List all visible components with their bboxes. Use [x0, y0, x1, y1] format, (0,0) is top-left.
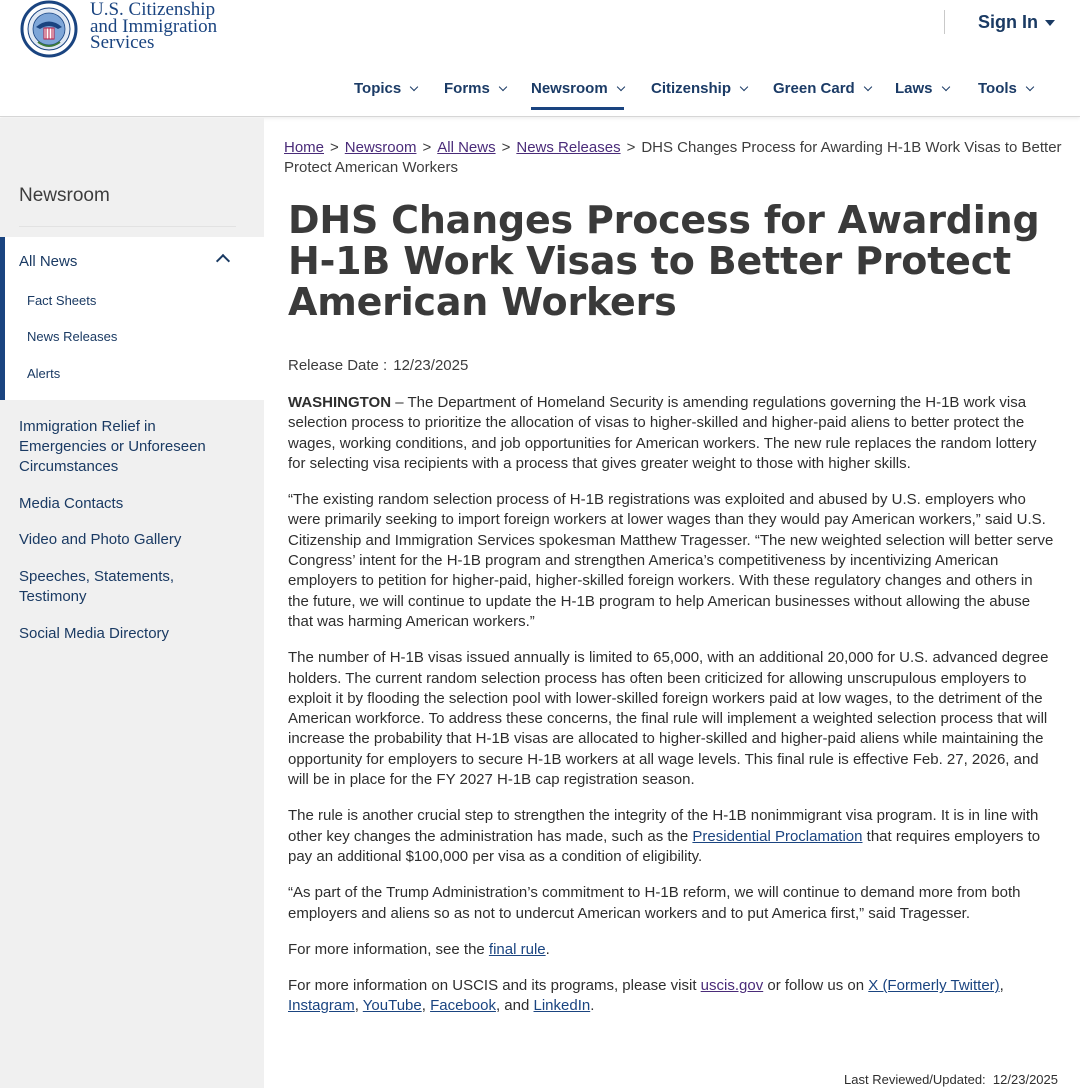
- site-header: [0, 0, 1080, 117]
- x-twitter-link[interactable]: X (Formerly Twitter): [868, 977, 1000, 995]
- nav-citizenship[interactable]: [651, 80, 747, 97]
- sidebar-item-video-photo-gallery[interactable]: Video and Photo Gallery: [19, 531, 182, 548]
- header-divider: [944, 10, 945, 34]
- paragraph-text: and: [504, 997, 530, 1015]
- agency-line-2: and Immigration: [90, 15, 218, 37]
- paragraph-2: “The existing random selection process of H-1B registrations was exploited and abused by U.S. employers who were primarily seeking to import foreign workers at lower wages than they would pay American workers,” said U.S. Citizenship and Immigration Services spokesman Matthew Tragesser. “The new weighted selection will better serve Congress’ intent for the H-1B program and strengthen America’s competitiveness by incentivizing American employers to petition for higher-paid, higher-skilled foreign workers. With these regulatory changes and others in the future, we will continue to update the H-1B program to help American businesses without allowing the abuse that was harming American workers.”: [288, 491, 1054, 630]
- paragraph-6: [288, 940, 1056, 960]
- sign-in-button[interactable]: [978, 12, 1055, 33]
- breadcrumb-separator: >: [330, 139, 339, 156]
- release-date-value: 12/23/2025: [393, 357, 469, 374]
- paragraph-4: [288, 806, 1056, 867]
- breadcrumb-current: DHS Changes Process for Awarding H-1B Work Visas to Better Protect American Workers: [284, 139, 1062, 176]
- release-date-label: Release Date :: [288, 357, 388, 374]
- paragraph-text: or follow us on: [763, 977, 869, 995]
- paragraph-7: For more information on USCIS and its programs, please visit uscis.gov or follow us on X (Formerly Twitter), Instagram, YouTube, Facebook, and LinkedIn.: [288, 977, 1004, 1015]
- nav-label: Green Card: [773, 80, 855, 97]
- linkedin-link[interactable]: LinkedIn: [533, 997, 591, 1015]
- uscis-logo[interactable]: [18, 0, 217, 58]
- breadcrumb-all-news[interactable]: All News: [437, 139, 496, 156]
- sidebar-item-all-news[interactable]: All News: [19, 253, 78, 270]
- paragraph-text: .: [545, 940, 550, 958]
- last-reviewed-label: Last Reviewed/Updated:: [844, 1072, 986, 1087]
- sidebar-item-media-contacts[interactable]: Media Contacts: [19, 495, 124, 512]
- sidebar-item-news-releases[interactable]: News Releases: [27, 329, 118, 344]
- sidebar: [0, 118, 264, 1088]
- sidebar-item-social-media[interactable]: Social Media Directory: [19, 625, 170, 642]
- paragraph-1: [288, 393, 1056, 474]
- nav-forms[interactable]: [444, 80, 506, 97]
- agency-line-1: U.S. Citizenship: [90, 0, 216, 20]
- chevron-down-icon: [410, 82, 418, 90]
- nav-label: Citizenship: [651, 80, 732, 97]
- last-reviewed: [844, 1072, 1058, 1087]
- nav-label: Laws: [895, 80, 933, 97]
- breadcrumb-newsroom[interactable]: Newsroom: [344, 139, 417, 156]
- uscis-gov-link[interactable]: uscis.gov: [700, 977, 764, 995]
- nav-newsroom[interactable]: [531, 80, 624, 97]
- dhs-seal-icon: [18, 0, 80, 58]
- nav-label: Newsroom: [531, 80, 608, 97]
- page-title: DHS Changes Process for Awarding H-1B Work Visas to Better Protect American Workers: [288, 198, 1040, 324]
- sidebar-group-all-news: [0, 237, 264, 400]
- nav-label: Topics: [354, 80, 402, 97]
- chevron-down-icon: [941, 82, 949, 90]
- paragraph-text: – The Department of Homeland Security is amending regulations governing the H-1B work visa selection process to prioritize the allocation of visas to higher-skilled and higher-paid aliens to better protect the wages, working conditions, and job opportunities for American workers. The new rule replaces the random lottery for selecting visa recipients with a process that gives greater weight to those with higher skills.: [288, 394, 1037, 472]
- last-reviewed-date: 12/23/2025: [992, 1072, 1058, 1087]
- sidebar-item-immigration-relief[interactable]: Immigration Relief in Emergencies or Unforeseen Circumstances: [19, 418, 206, 475]
- breadcrumb-home[interactable]: Home: [284, 139, 325, 156]
- paragraph-5: “As part of the Trump Administration’s commitment to H-1B reform, we will continue to demand more from both employers and aliens so as not to undercut American workers and to put America first,” said Tragesser.: [288, 884, 1021, 922]
- breadcrumb-news-releases[interactable]: News Releases: [516, 139, 621, 156]
- nav-topics[interactable]: [354, 80, 417, 97]
- nav-label: Forms: [444, 80, 490, 97]
- paragraph-text: The rule is another crucial step to strengthen the integrity of the H-1B nonimmigrant visa program. It is in line with other key changes the administration has made, such as the: [288, 807, 1039, 845]
- agency-line-3: Services: [90, 32, 155, 53]
- presidential-proclamation-link[interactable]: Presidential Proclamation: [692, 827, 863, 845]
- nav-laws[interactable]: [895, 80, 949, 97]
- chevron-down-icon: [863, 82, 871, 90]
- sidebar-item-alerts[interactable]: Alerts: [27, 366, 61, 381]
- sidebar-item-fact-sheets[interactable]: Fact Sheets: [27, 293, 97, 308]
- release-date: [288, 357, 468, 374]
- paragraph-text: For more information, see the: [288, 940, 489, 958]
- caret-down-icon: [1045, 20, 1055, 26]
- article-body: [288, 393, 1056, 1033]
- agency-name: [90, 2, 217, 52]
- facebook-link[interactable]: Facebook: [430, 997, 496, 1015]
- paragraph-text: that requires employers to pay an additional $100,000 per visa as a condition of eligibility.: [288, 827, 1041, 865]
- breadcrumb-separator: >: [501, 139, 511, 156]
- nav-tools[interactable]: [978, 80, 1033, 97]
- sidebar-divider: [19, 226, 236, 227]
- breadcrumb-separator: >: [626, 139, 636, 156]
- nav-green-card[interactable]: [773, 80, 871, 97]
- sidebar-title: Newsroom: [19, 185, 110, 206]
- nav-label: Tools: [978, 80, 1017, 97]
- chevron-down-icon: [1026, 82, 1034, 90]
- chevron-down-icon: [740, 82, 748, 90]
- paragraph-3: The number of H-1B visas issued annually is limited to 65,000, with an additional 20,000 for U.S. advanced degree holders. The current random selection process has often been criticized for allowing unscrupulous employers to exploit it by flooding the selection pool with lower-skilled foreign workers paid at low wages, to the detriment of the American workforce. To address these concerns, the final rule will implement a weighted selection process that will increase the probability that H-1B visas are allocated to higher-skilled and higher-paid aliens while maintaining the opportunity for employers to secure H-1B workers at all wage levels. This final rule is effective Feb. 27, 2026, and will be in place for the FY 2027 H-1B cap registration season.: [288, 649, 1049, 789]
- youtube-link[interactable]: YouTube: [362, 997, 422, 1015]
- breadcrumb: [284, 138, 1064, 178]
- chevron-up-icon[interactable]: [216, 254, 230, 268]
- paragraph-text: For more information on USCIS and its programs, please visit: [288, 977, 701, 995]
- instagram-link[interactable]: Instagram: [288, 997, 355, 1015]
- sign-in-label: Sign In: [978, 12, 1038, 32]
- chevron-down-icon: [499, 82, 507, 90]
- breadcrumb-separator: >: [422, 139, 432, 156]
- final-rule-link[interactable]: final rule: [488, 940, 546, 958]
- chevron-down-icon: [616, 82, 624, 90]
- sidebar-item-speeches[interactable]: Speeches, Statements, Testimony: [19, 568, 175, 605]
- main-nav: [0, 80, 1080, 110]
- dateline: WASHINGTON: [288, 394, 392, 411]
